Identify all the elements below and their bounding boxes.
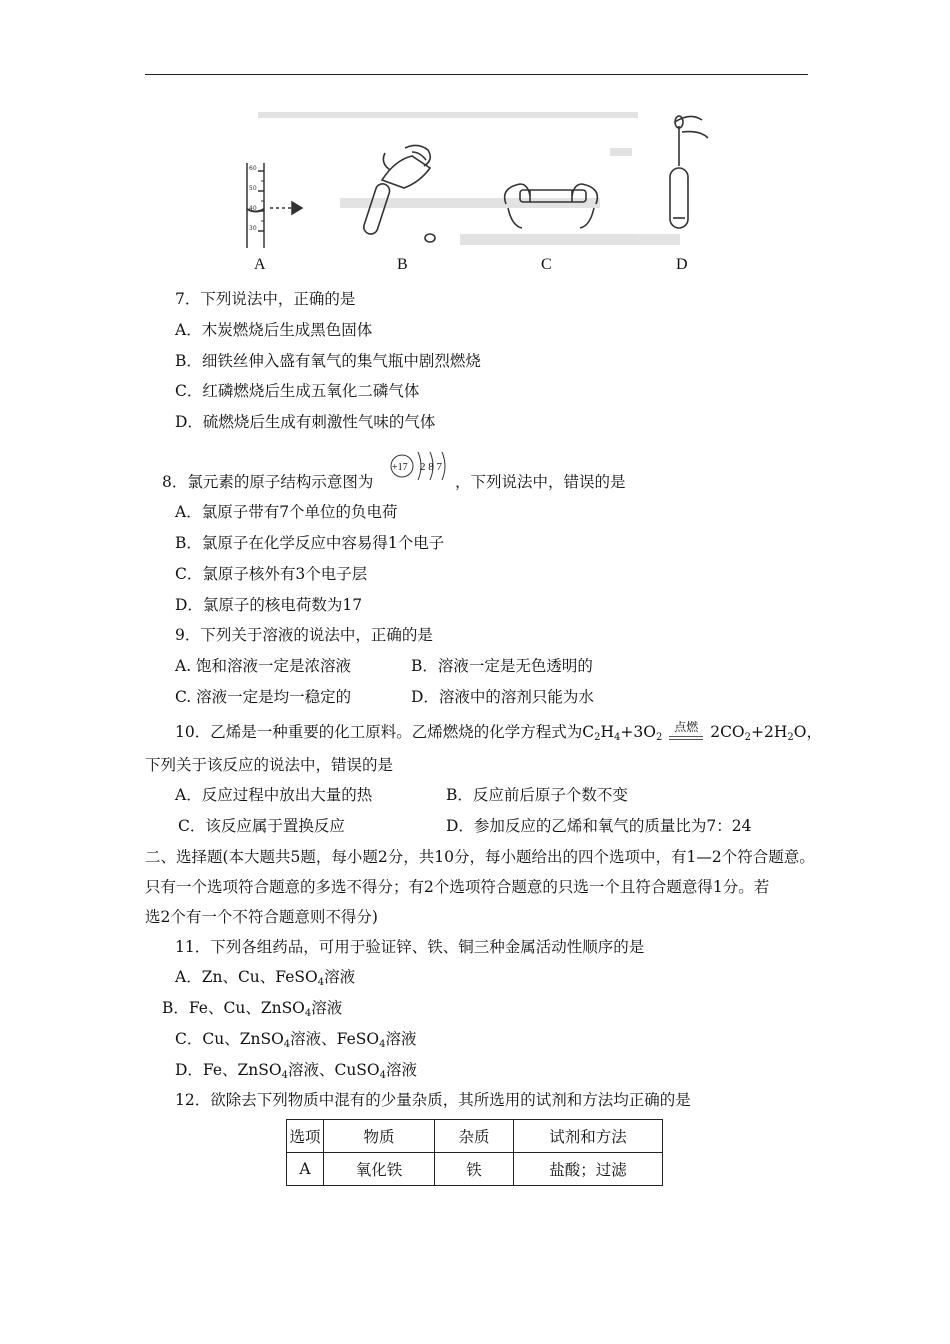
q10-stem [175,722,822,743]
q8-stem-before: 8．氯元素的原子结构示意图为 [162,473,374,491]
q10-stem-line2: 下列关于该反应的说法中，错误的是 [145,756,394,774]
dropper-test-tube-icon [670,116,708,228]
pouring-liquid-icon [362,145,435,242]
q8-stem-after: ，下列说法中，错误的是 [455,473,626,491]
q11-stem: 11．下列各组药品，可用于验证锌、铁、铜三种金属活动性顺序的是 [175,938,645,956]
q8-option-c: C．氯原子核外有3个电子层 [175,565,368,583]
figure-label-d: D [676,256,688,273]
equals-bar [669,736,703,740]
q10-option-a: A．反应过程中放出大量的热 [175,786,373,804]
q7-stem: 7．下列说法中，正确的是 [175,290,356,308]
tick-label: 40 [249,205,257,212]
q8-option-b: B．氯原子在化学反应中容易得1个电子 [175,534,445,552]
section2-line2: 只有一个选项符合题意的多选不得分；有2个选项符合题意的只选一个且符合题意得1分。若 [145,878,770,896]
faint-text-row [610,148,632,156]
table-cell: 盐酸；过滤 [514,1153,663,1186]
table-cell: 铁 [435,1153,514,1186]
electron-shells: 2 8 7 [420,461,442,473]
experiment-figure [230,108,730,283]
table-header-cell: 杂质 [435,1120,514,1153]
q11-option-b: B．Fe、Cu、ZnSO$_4$溶液 [162,999,343,1019]
nucleus-charge: +17 [392,462,408,473]
q9-option-a: A. 饱和溶液一定是浓溶液 [175,657,352,675]
q10-stem-text: 10．乙烯是一种重要的化工原料。乙烯燃烧的化学方程式为 [175,723,583,741]
table-header-cell: 试剂和方法 [514,1120,663,1153]
q9-option-d: D．溶液中的溶剂只能为水 [411,688,594,706]
chlorine-atom-diagram [388,448,454,488]
faint-text-row [460,234,680,245]
q9-stem: 9．下列关于溶液的说法中，正确的是 [175,626,433,644]
section2-line3: 选2个有一个不符合题意则不得分) [145,908,378,926]
table-header-cell: 物质 [324,1120,435,1153]
table-cell: 氧化铁 [324,1153,435,1186]
q11-option-a: A．Zn、Cu、FeSO$_4$溶液 [175,968,356,988]
q11-option-c: C．Cu、ZnSO$_4$溶液、FeSO$_4$溶液 [175,1030,417,1050]
q10-option-d: D．参加反应的乙烯和氧气的质量比为7：24 [446,817,752,835]
figure-label-b: B [397,256,408,273]
section2-line1: 二、选择题(本大题共5题，每小题2分，共10分，每小题给出的四个选项中，有1—2个符合题意。 [145,848,815,866]
faint-text-row [340,198,600,208]
q12-stem: 12．欲除去下列物质中混有的少量杂质，其所选用的试剂和方法均正确的是 [175,1091,691,1109]
tick-label: 30 [249,225,257,232]
reaction-condition [667,722,705,743]
q10-option-b: B．反应前后原子个数不变 [446,786,628,804]
header-rule [145,74,808,75]
q8-option-a: A．氯原子带有7个单位的负电荷 [175,503,398,521]
q7-option-c: C．红磷燃烧后生成五氧化二磷气体 [175,382,420,400]
q11-option-d: D．Fe、ZnSO$_4$溶液、CuSO$_4$溶液 [175,1061,418,1081]
figure-label-c: C [541,256,552,273]
q7-option-d: D．硫燃烧后生成有刺激性气味的气体 [175,413,436,431]
products: $2CO_2+2H_2O$， [710,723,822,743]
q8-option-d: D．氯原子的核电荷数为17 [175,596,363,614]
q9-option-c: C. 溶液一定是均一稳定的 [175,688,352,706]
table-header-row [287,1120,663,1153]
q9-option-b: B．溶液一定是无色透明的 [411,657,593,675]
reactants: $C_2H_4+3O_2$ [582,723,663,743]
faint-text-row [258,112,638,118]
q10-option-c: C．该反应属于置换反应 [178,817,345,835]
q7-option-b: B．细铁丝伸入盛有氧气的集气瓶中剧烈燃烧 [175,352,481,370]
table-row [287,1153,663,1186]
tick-label: 50 [249,185,257,192]
q7-option-a: A．木炭燃烧后生成黑色固体 [175,321,373,339]
table-header-cell: 选项 [287,1120,324,1153]
figure-label-a: A [254,256,266,273]
table-cell: A [287,1153,324,1186]
tick-label: 60 [249,165,257,172]
q12-table [286,1119,663,1186]
condition-label: 点燃 [674,720,699,734]
